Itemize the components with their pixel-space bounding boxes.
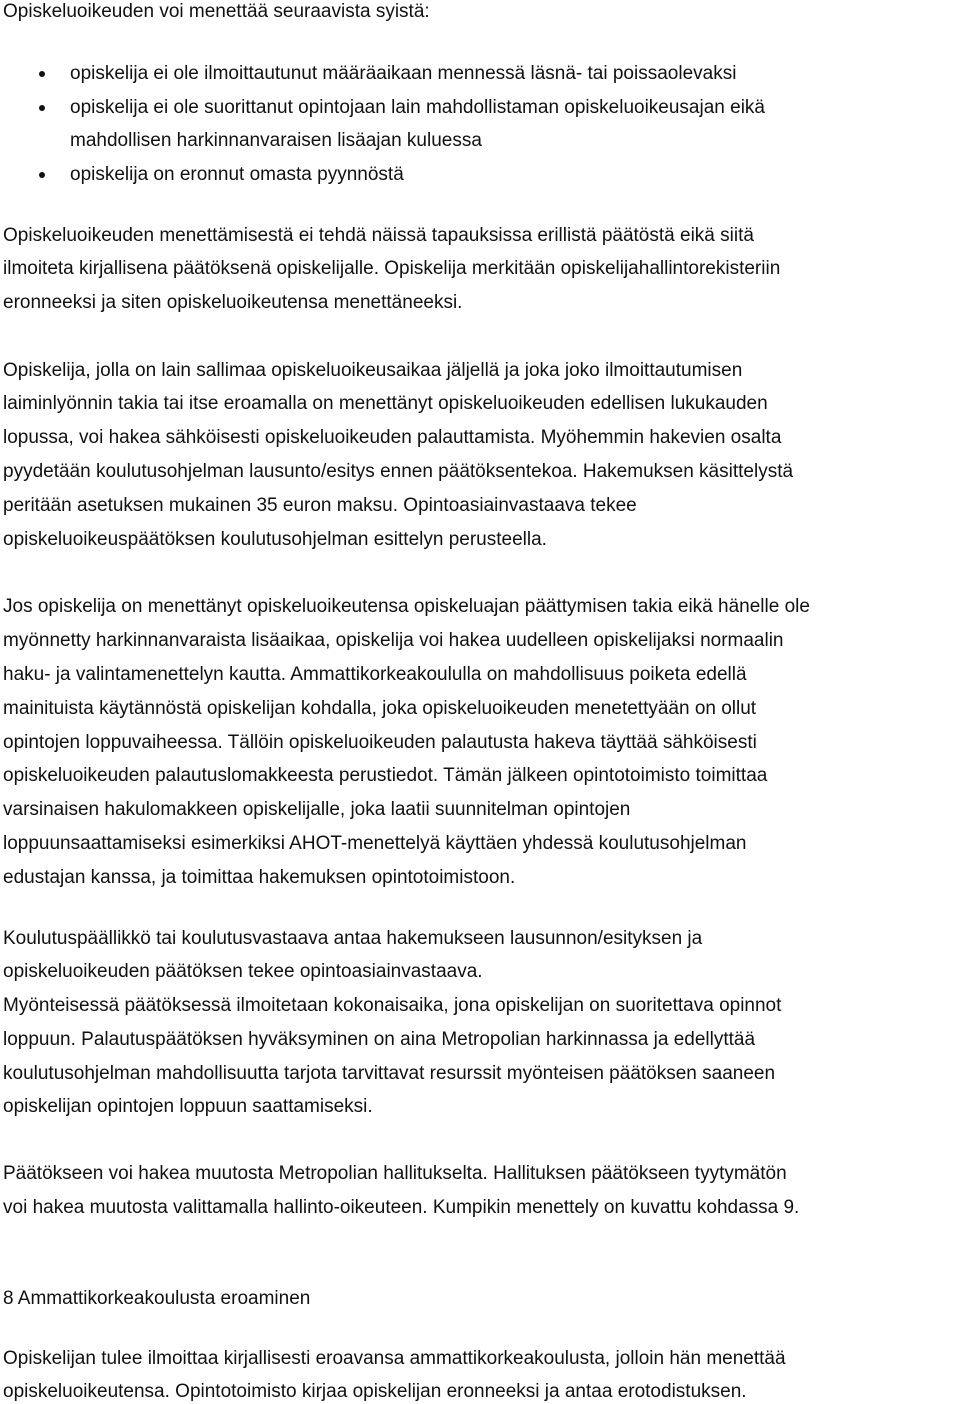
paragraph-line: pyydetään koulutusohjelman lausunto/esitys ennen päätöksentekoa. Hakemuksen käsittelystä <box>3 461 794 482</box>
paragraph-line: Päätökseen voi hakea muutosta Metropolian hallitukselta. Hallituksen päätökseen tyytymätön <box>3 1163 787 1184</box>
paragraph-line: lopussa, voi hakea sähköisesti opiskeluoikeuden palauttamista. Myöhemmin hakevien osalta <box>3 427 782 448</box>
paragraph-line: opiskeluoikeuden päätöksen tekee opintoasiainvastaava. <box>3 961 483 982</box>
paragraph-line: opiskeluoikeutensa. Opintotoimisto kirjaa opiskelijan eronneeksi ja antaa erotodistuksen. <box>3 1381 747 1402</box>
paragraph-line: edustajan kanssa, ja toimittaa hakemuksen opintotoimistoon. <box>3 867 516 888</box>
paragraph-line: Opiskelija, jolla on lain sallimaa opiskeluoikeusaikaa jäljellä ja joka joko ilmoittautumisen <box>3 360 743 381</box>
paragraph-line: haku- ja valintamenettelyn kautta. Ammattikorkeakoululla on mahdollisuus poiketa edellä <box>3 664 747 685</box>
paragraph-line: loppuunsaattamiseksi esimerkiksi AHOT-menettelyä käyttäen yhdessä koulutusohjelman <box>3 833 747 854</box>
bullet-dot-icon <box>39 71 45 77</box>
paragraph-line: mainituista käytännöstä opiskelijan kohdalla, joka opiskeluoikeuden menetettyään on ollut <box>3 698 757 719</box>
intro-text: Opiskeluoikeuden voi menettää seuraavista syistä: <box>3 1 430 22</box>
list-item: opiskelija ei ole ilmoittautunut määräaikaan mennessä läsnä- tai poissaolevaksi <box>70 63 737 84</box>
list-item: opiskelija ei ole suorittanut opintojaan lain mahdollistaman opiskeluoikeusajan eikä <box>70 97 765 118</box>
paragraph-line: varsinaisen hakulomakkeen opiskelijalle, joka laatii suunnitelman opintojen <box>3 799 631 820</box>
paragraph-line: eronneeksi ja siten opiskeluoikeutensa menettäneeksi. <box>3 292 463 313</box>
paragraph-line: myönnetty harkinnanvaraista lisäaikaa, opiskelija voi hakea uudelleen opiskelijaksi normaalin <box>3 630 784 651</box>
paragraph-line: Opiskeluoikeuden menettämisestä ei tehdä näissä tapauksissa erillistä päätöstä eikä siitä <box>3 225 754 246</box>
paragraph-line: peritään asetuksen mukainen 35 euron maksu. Opintoasiainvastaava tekee <box>3 495 637 516</box>
bullet-dot-icon <box>39 105 45 111</box>
paragraph-line: voi hakea muutosta valittamalla hallinto-oikeuteen. Kumpikin menettely on kuvattu kohdassa 9. <box>3 1197 800 1218</box>
paragraph-line: opiskeluoikeuden palautuslomakkeesta perustiedot. Tämän jälkeen opintotoimisto toimittaa <box>3 765 768 786</box>
paragraph-line: laiminlyönnin takia tai itse eroamalla on menettänyt opiskeluoikeuden edellisen lukukauden <box>3 393 768 414</box>
list-item: opiskelija on eronnut omasta pyynnöstä <box>70 164 404 185</box>
bullet-dot-icon <box>39 172 45 178</box>
section-heading: 8 Ammattikorkeakoulusta eroaminen <box>3 1288 311 1309</box>
paragraph-line: opiskeluoikeuspäätöksen koulutusohjelman esittelyn perusteella. <box>3 529 547 550</box>
paragraph-line: opiskelijan opintojen loppuun saattamiseksi. <box>3 1096 373 1117</box>
paragraph-line: Koulutuspäällikkö tai koulutusvastaava antaa hakemukseen lausunnon/esityksen ja <box>3 928 703 949</box>
paragraph-line: ilmoiteta kirjallisena päätöksenä opiskelijalle. Opiskelija merkitään opiskelijahallintorekisteriin <box>3 258 781 279</box>
paragraph-line: Opiskelijan tulee ilmoittaa kirjallisesti eroavansa ammattikorkeakoulusta, jolloin hän menettää <box>3 1348 786 1369</box>
list-item-continuation: mahdollisen harkinnanvaraisen lisäajan kuluessa <box>70 130 482 151</box>
paragraph-line: Myönteisessä päätöksessä ilmoitetaan kokonaisaika, jona opiskelijan on suoritettava opinnot <box>3 995 782 1016</box>
paragraph-line: koulutusohjelman mahdollisuutta tarjota tarvittavat resurssit myönteisen päätöksen saaneen <box>3 1063 776 1084</box>
paragraph-line: opintojen loppuvaiheessa. Tällöin opiskeluoikeuden palautusta hakeva täyttää sähköisesti <box>3 732 757 753</box>
paragraph-line: Jos opiskelija on menettänyt opiskeluoikeutensa opiskeluajan päättymisen takia eikä hänelle ole <box>3 596 810 617</box>
paragraph-line: loppuun. Palautuspäätöksen hyväksyminen on aina Metropolian harkinnassa ja edellyttää <box>3 1029 756 1050</box>
